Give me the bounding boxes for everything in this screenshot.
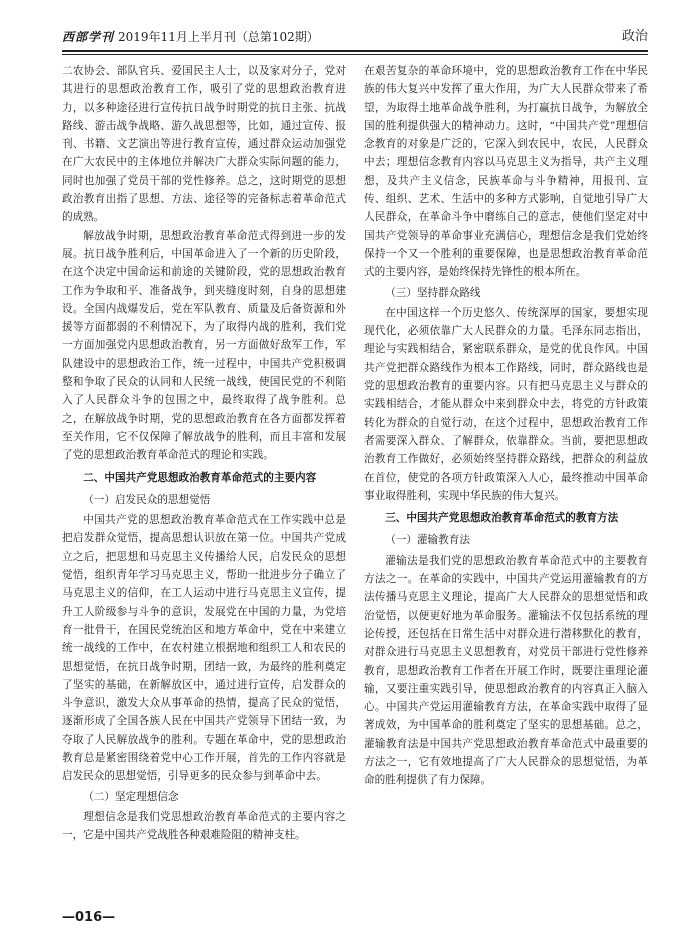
right-column <box>364 62 648 892</box>
page-header <box>62 26 648 48</box>
paragraph: 在艰苦复杂的革命环境中，党的思想政治教育工作在中华民族的伟大复兴中发挥了重大作用，为广大人民群众带来了希望，为取得土地革命战争胜利，为打赢抗日战争，为解放全国的胜利提供强大的精神动力。这时，“中国共产党”理想信念教育的对象是广泛的，它深入到农民中，农民，人民群众中去；理想信念教育内容以马克思主义为指导，共产主义理想，及共产主义信念，民族革命与斗争精神，用报刊、宣传、组织、艺术、生活中的多种方式影响，自觉地引导广大人民群众，在革命斗争中磨练自己的意志，使他们坚定对中国共产党领导的革命事业充满信心，理想信念是我们党始终保持一个又一个胜利的重要保障，也是思想政治教育革命范式的主要内容，是始终保持先锋性的根本所在。 <box>364 65 648 279</box>
subsection-heading: （二）坚定理想信念 <box>83 790 179 803</box>
subsection-heading: （一）灌输教育法 <box>385 534 470 547</box>
subsection-heading: （三）坚持群众路线 <box>385 286 481 299</box>
issue-info: 2019年11月上半月刊（总第102期） <box>118 30 319 44</box>
header-rule-thin <box>62 54 648 55</box>
paragraph: 解放战争时期，思想政治教育革命范式得到进一步的发展。抗日战争胜利后，中国革命进入了一个新的历史阶段，在这个决定中国命运和前途的关键阶段，党的思想政治教育工作为争取和平、准备战争，到夹缝度时刻，自身的思想建设。全国内战爆发后，党在军队教育、质量及后备资源和外援等方面都弱的不利情况下，为了取得内战的胜利，我们党一方面加强党内思想政治教育，另一方面做好敌军工作，军队建设中的思想政治工作，统一过程中，中国共产党积极调整和争取了民众的认同和人民统一战线，使国民党的不利陷入了人民群众斗争的包围之中，最终取得了战争胜利。总之，在解放战争时期，党的思想政治教育在各方面都发挥着至关作用，它不仅保障了解放战争的胜利，而且丰富和发展了党的思想政治教育革命范式的理论和实践。 <box>62 229 346 462</box>
page-number: —016— <box>62 910 116 925</box>
paragraph: 灌输法是我们党的思想政治教育革命范式中的主要教育方法之一。在革命的实践中，中国共产党运用灌输教育的方法传播马克思主义理论，提高广大人民群众的思想觉悟和政治觉悟，以便更好地为革命服务。灌输法不仅包括系统的理论传授，还包括在日常生活中对群众进行潜移默化的教育，对群众进行马克思主义思想教育，对党员干部进行党性修养教育，思想政治教育工作者在开展工作时，既要注重理论灌输，又要注重实践引导，使思想政治教育的内容真正入脑入心。中国共产党运用灌输教育方法，在革命实践中取得了显著成效，为中国革命的胜利奠定了坚实的思想基础。总之，灌输教育法是中国共产党思想政治教育革命范式中最重要的方法之一，它有效地提高了广大人民群众的思想觉悟，为革命的胜利提供了有力保障。 <box>364 554 648 787</box>
section-label: 政治 <box>621 29 648 44</box>
section-heading: 二、中国共产党思想政治教育革命范式的主要内容 <box>83 471 317 484</box>
journal-name: 西部学刊 <box>62 30 115 44</box>
subsection-heading: （一）启发民众的思想觉悟 <box>83 493 211 506</box>
paragraph: 理想信念是我们党思想政治教育革命范式的主要内容之一，它是中国共产党战胜各种艰难险阻的精神支柱。 <box>62 810 346 842</box>
section-heading: 三、中国共产党思想政治教育革命范式的教育方法 <box>385 512 619 525</box>
paragraph: 在中国这样一个历史悠久、传统深厚的国家，要想实现现代化，必须依靠广大人民群众的力量。毛泽东同志指出，理论与实践相结合，紧密联系群众，是党的优良作风。中国共产党把群众路线作为根本工作路线，同时，群众路线也是党的思想政治教育的重要内容。只有把马克思主义与群众的实践相结合，才能从群众中来到群众中去，将党的方针政策转化为群众的自觉行动，在这个过程中，思想政治教育工作者需要深入群众、了解群众，依靠群众。当前，要把思想政治教育工作做好，必须始终坚持群众路线，把群众的利益放在首位，使党的各项方针政策深入人心，最终推动中国革命事业取得胜利，实现中华民族的伟大复兴。 <box>364 306 648 502</box>
paragraph: 二农协会、部队官兵、爱国民主人士，以及家对分子，党对其进行的思想政治教育工作，吸引了党的思想政治教育进力，以多种途径进行宣传抗日战争时期党的抗日主张、抗战路线、游击战争战略、游久战思想等，比如，通过宣传、报刊、书籍、文艺演出等进行教育宣传，通过群众运动加强党在广大农民中的主体地位并解决广大群众实际问题的能力，同时也加强了党员干部的党性修养。总之，这时期党的思想政治教育出指了思想、方法、途径等的完备标志着革命范式的成熟。 <box>62 65 346 224</box>
header-rule <box>62 50 648 52</box>
left-column <box>62 62 346 892</box>
paragraph: 中国共产党的思想政治教育革命范式在工作实践中总是把启发群众觉悟，提高思想认识放在第一位。中国共产党成立之后，把思想和马克思主义传播给人民，启发民众的思想觉悟，组织青年学习马克思主义，帮助一批进步分子确立了马克思主义的信仰，在工人运动中进行马克思主义宣传，提升工人阶级参与斗争的意识，发展党在中国的力量，为党培育一批骨干，在国民党统治区和地方革命中，党在中来建立统一战线的工作中，在农村建立根据地和组织工人和农民的思想觉悟，在抗日战争时期，团结一致，为最终的胜利奠定了坚实的基础，在新解放区中，通过进行宣传，启发群众的斗争意识，激发大众从事革命的热情，提高了民众的觉悟，逐渐形成了全国各族人民在中国共产党领导下团结一致，为夺取了人民解放战争的胜利。专题在革命中，党的思想政治教育总是紧密围绕着党中心工作开展，首先的工作内容就是启发民众的思想觉悟，引导更多的民众参与到革命中去。 <box>62 514 346 783</box>
journal-info <box>62 26 319 48</box>
